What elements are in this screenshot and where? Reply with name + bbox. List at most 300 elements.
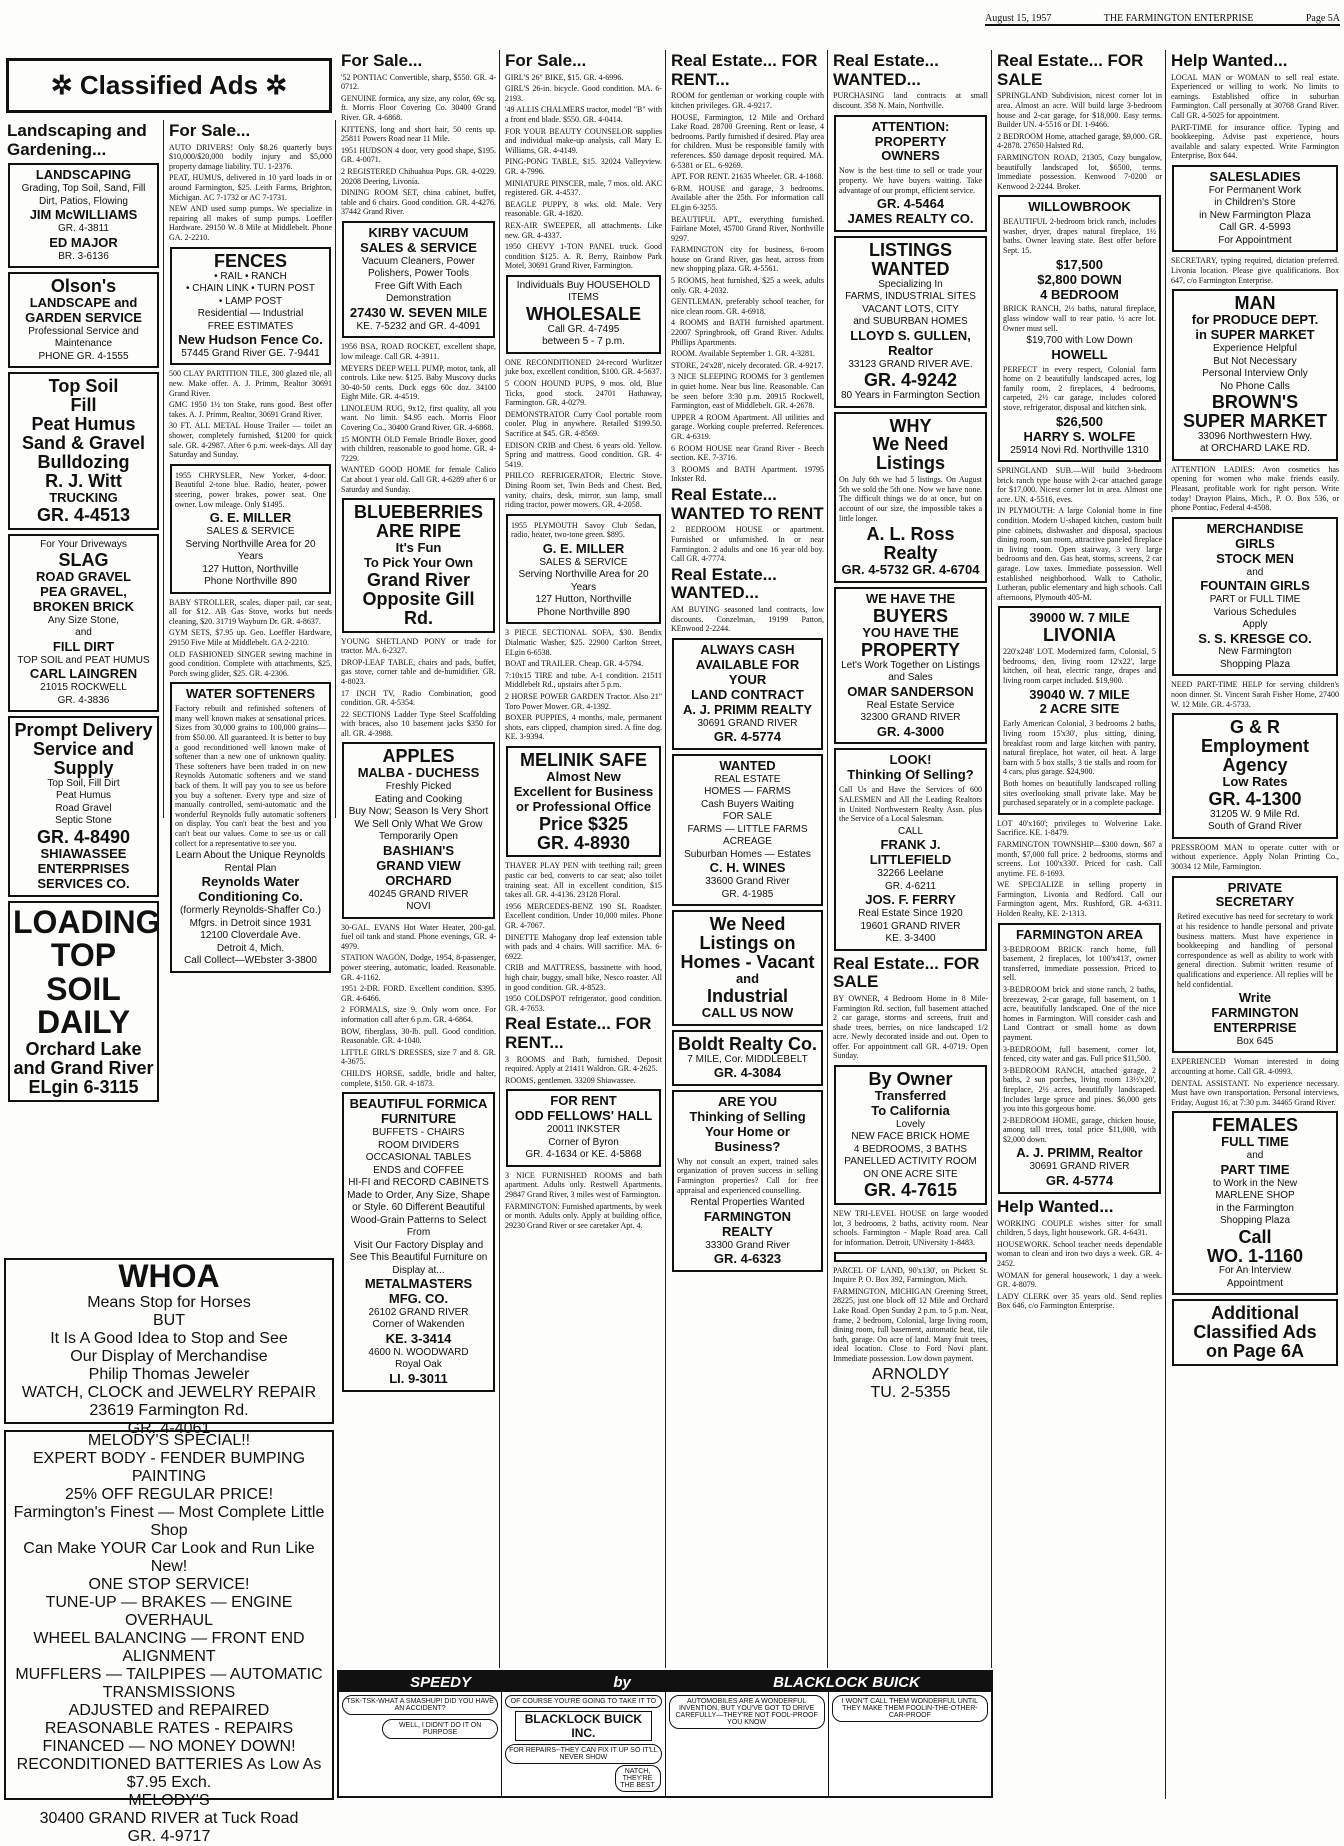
ad-line: Top Soil, Fill Dirt [47, 777, 120, 789]
listing-item: REX-AIR SWEEPER, all attachments. Like new. GR. 4-4337. [505, 221, 662, 240]
ad-line: GR. 4-1300 [1208, 788, 1302, 809]
ad-line: Call GR. 4-7495 [547, 323, 620, 335]
ad-line: G & R [1229, 717, 1280, 738]
listing-group [997, 819, 1162, 919]
ad-attention [834, 115, 987, 232]
ad-line: GR. 4-6211 [885, 880, 936, 892]
listing-item: 1950 COLDSPOT refrigerator, good condition. GR. 4-7653. [505, 994, 662, 1013]
ad-landscaping [8, 163, 159, 268]
ad-line: Lovely [896, 1118, 925, 1130]
ad-line: BUFFETS - CHAIRS [372, 1127, 465, 1138]
ad-line: LAND CONTRACT [691, 686, 804, 702]
ad-line: 26102 GRAND RIVER [368, 1306, 469, 1318]
ad-line: GR. 4-5464 [876, 196, 945, 212]
ad-line: GR. 4-9717 [127, 1828, 211, 1845]
ad-line: ED MAJOR [49, 234, 118, 250]
comic-sign: BLACKLOCK BUICK INC. [515, 1711, 651, 1741]
ad-line: 2 ACRE SITE [1039, 701, 1120, 717]
ad-line: in the Farmington [1216, 1202, 1294, 1214]
ad-line: REASONABLE RATES - REPAIRS [44, 1720, 294, 1737]
ad-line: Grand River [366, 569, 471, 590]
listing-group [505, 1171, 662, 1231]
ad-line: BRICK RANCH, 2½ baths, natural fireplace, glass window wall to rear patio. ½ acre lot. Owner must sell. [1003, 304, 1156, 333]
listing-item: LADY CLERK over 35 years old. Send replies Box 646, c/o Farmington Enterprise. [997, 1291, 1162, 1311]
ad-line: BR. 3-6136 [58, 250, 109, 262]
ad-line: MALBA - DUCHESS [357, 765, 480, 781]
ad-listings-wanted [834, 236, 987, 408]
header-page: Page 5A [1305, 13, 1340, 24]
ad-line: $19,700 with Low Down [1026, 335, 1133, 347]
ad-line: Professional Service and Maintenance [28, 325, 139, 350]
ad-line: Call Collect—WEbster 3-3800 [184, 955, 317, 967]
ad-line: Made to Order, Any Size, Shape or Style. 60 Different Beautiful Wood-Grain Patterns to Select From [347, 1189, 490, 1238]
ad-line: WHOA [118, 1258, 220, 1294]
ad-line: SALES & SERVICE [360, 239, 477, 255]
ad-line: to Work in the New [1212, 1177, 1298, 1189]
listing-item: 2 BEDROOM Home, attached garage, $9,000. GR. 4-2878. 27650 Halsted Rd. [997, 131, 1162, 151]
listing-item: HOUSE, Farmington, 12 Mile and Orchard Lake Road. 28700 Greening. Rent or lease, 4 bedrooms. Partly furnished if desired. Play area for children. Must be responsible family with references. $50 damage deposit required. MA. 6-5381 or EL. 6-9269. [671, 112, 824, 170]
listing-item: EXPERIENCED Woman interested in doing accounting at home. Call GR. 4-0993. [1171, 1057, 1339, 1077]
listing-item: GYM SETS, $7.95 up. Geo. Loeffler Hardware, 29150 Five Mile at Middlebelt. GA 2-2210. [169, 628, 332, 647]
ad-line: Buy Now; Season Is Very Short [348, 806, 489, 818]
softeners-title: WATER SOFTENERS [185, 686, 316, 702]
ad-line: and Grand River [13, 1057, 154, 1078]
ad-salesladies [1172, 165, 1338, 252]
listing-item: 3 NICE SLEEPING ROOMS for 3 gentlemen in quiet home. Near bus line. Reasonable. Can be seen before 3:30 p.m. 20915 Rockwell, Farmington, east of Middlebelt. GR. 4-2678. [671, 372, 824, 411]
comic-right: BLACKLOCK BUICK [773, 1673, 920, 1691]
listing-item: KITTENS, long and short hair, 50 cents up. 25811 Powers Road near 11 Mile. [341, 124, 496, 144]
listing-item: OLD FASHIONED SINGER sewing machine in good condition. Complete with attachments, $25. Porch swing glider, $25. GR. 4-2306. [169, 649, 332, 678]
listing-item: CHILD'S HORSE, saddle, bridle and halter, complete, $150. GR. 4-1873. [341, 1068, 496, 1088]
ad-line: CARL LAINGREN [29, 666, 138, 682]
listing-group [833, 1209, 988, 1247]
listing-item: DROP-LEAF TABLE, chairs and pads, buffet, gas stove, corner table and de-humidifier. GR. 4-8023. [341, 657, 496, 686]
ad-line: To Pick Your Own [363, 554, 474, 570]
listing-item: ROOM. Available September 1. GR. 4-3281. [671, 349, 816, 359]
ad-line: JOS. F. FERRY [865, 892, 956, 908]
ad-line: • CHAIN LINK • TURN POST [185, 283, 316, 295]
column-5 [668, 50, 828, 1668]
ad-line: 33600 Grand River [705, 876, 790, 888]
ad-always-cash [672, 638, 823, 750]
ad-line: Prompt Delivery [14, 720, 153, 741]
ad-line: Thinking of Selling [689, 1109, 806, 1125]
ad-line: EXPERT BODY - FENDER BUMPING [32, 1450, 306, 1467]
ad-line: Reynolds Water Conditioning Co. [198, 874, 303, 905]
ad-line: FARMS, INDUSTRIAL SITES [845, 291, 976, 303]
listing-item: '52 PONTIAC Convertible, sharp, $550. GR. 4-0712. [341, 72, 496, 92]
ad-line: AVAILABLE FOR [695, 656, 800, 672]
listing-item: BEAUTIFUL APT., everything furnished. Fairlane Motel, 45700 Grand River, Northville 9297. [671, 214, 824, 243]
ad-line: 3-BEDROOM, full basement, corner lot, fenced, city water and gas. Full price $11,500. [1003, 1044, 1156, 1064]
ad-line: 30691 GRAND RIVER [1029, 1161, 1130, 1173]
listing-item: MINIATURE PINSCER, male, 7 mos. old. AKC registered. GR. 4-4537. [505, 178, 662, 198]
ad-line: 25% OFF REGULAR PRICE! [64, 1486, 274, 1503]
listing-item: STATION WAGON, Dodge, 1954, 8-passenger, power steering, automatic, loaded. Reasonable. GR. 4-1162. [341, 953, 496, 982]
ad-line: SUPER MARKET [1182, 410, 1327, 431]
listing-item: SECRETARY, typing required, dictation preferred. Livonia location. Please give qualifications. Box 647, c/o Farmington Enterprise. [1171, 256, 1339, 285]
ad-line: Can Make YOUR Car Look and Run Like New! [23, 1540, 315, 1575]
ad-line: Both homes on beautifully landscaped rolling sites overlooking small private lake. May be purchased separately or in a complete package. [1003, 778, 1156, 808]
listing-item: 1956 BSA, ROAD ROCKET, excellent shape, low mileage. Call GR. 4-3911. [341, 342, 496, 361]
ad-line: 4600 N. WOODWARD [368, 1346, 469, 1358]
ad-line: KIRBY VACUUM [368, 225, 469, 240]
ad-line: Price $325 [538, 813, 629, 834]
ad-buyers [834, 587, 987, 745]
listing-item: FOR YOUR BEAUTY COUNSELOR supplies and individual make-up analysis, call Mary E. Williams, GR. 4-4149. [505, 126, 662, 155]
section-heading: For Sale... [169, 121, 251, 140]
ad-line: in SUPER MARKET [1195, 327, 1315, 343]
ad-line: 30400 GRAND RIVER at Tuck Road [39, 1810, 299, 1827]
listing-item: GENUINE formica, any size, any color, 69c sq. ft. Morris Floor Covering Co. 30400 Grand River. GR. 4-6868. [341, 93, 496, 123]
ad-line: Phone Northville 890 [204, 576, 297, 588]
ad-line: KE. 7-5232 and GR. 4-4091 [356, 320, 481, 332]
ad-line: 21015 ROCKWELL [40, 682, 127, 694]
ad-line: ROOM DIVIDERS [377, 1139, 460, 1151]
ad-line: Grading, Top Soil, Sand, Fill Dirt, Patios, Flowing [21, 183, 146, 207]
ad-line: MAN [1234, 293, 1276, 314]
ad-line: 33123 GRAND RIVER AVE. [848, 358, 973, 370]
ad-line: No Phone Calls [1220, 380, 1290, 392]
listing-item: LOT 40'x160'; privileges to Wolverine Lake. Sacrifice. KE. 1-8479. [997, 818, 1162, 838]
listing-group [997, 1219, 1162, 1311]
ad-fences [170, 247, 331, 366]
ad-line: DAILY [36, 1004, 131, 1041]
ad-line: FREE ESTIMATES [207, 320, 294, 332]
ad-line: Call GR. 4-5993 [1219, 222, 1291, 234]
ad-line: PHONE GR. 4-1555 [38, 350, 129, 362]
ad-line: FARMINGTON [1211, 1005, 1299, 1021]
ad-line: Excellent for Business [513, 783, 654, 799]
ad-line: By Owner [868, 1069, 953, 1090]
listing-item: NEW TRI-LEVEL HOUSE on large wooded lot, 3 bedrooms, 2 baths, activity room. Near schools. Farmington - Maple Road area. Call for information. Detroit, UNiversity 1-8483. [833, 1209, 988, 1247]
column-4 [502, 50, 666, 1668]
ad-line: TOP SOIL and PEAT HUMUS [17, 654, 150, 666]
ad-line: and SUBURBAN HOMES [853, 316, 968, 328]
section-heading: For Sale... [341, 51, 423, 70]
listing-item: 1950 CHEVY 1-TON PANEL truck. Good condition $125. A. R. Berry, Rainbow Park Motel, 30691 Grand River, Farmington. [505, 242, 662, 271]
ad-line: HARRY S. WOLFE [1023, 428, 1136, 444]
ad-line: Visit Our Factory Display and See This Beautiful Furniture on Display at... [349, 1239, 488, 1276]
ad-line: 23619 Farmington Rd. [89, 1401, 249, 1419]
listing-item: 6 ROOM HOUSE near Grand River - Beech section. KE. 7-3716. [671, 443, 824, 463]
ad-line: Personal Interview Only [1202, 368, 1308, 380]
ad-line: Classified Ads [1193, 1322, 1317, 1343]
listing-item: FARMINGTON, MICHIGAN Greening Street, 28225, just one block off 12 Mile and Orchard Lake Road. Open Sunday 2 p.m. to 5 p.m. Neat, frame, 2 bedroom, Colonial, large living room, dining room, full basement, automatic heat, tile bath, garage. On acre of land. Many fruit trees, ideal location. Close to Ford Novi plant. Immediate possession. Low down payment. [833, 1286, 988, 1363]
ad-line: S. S. KRESGE CO. [1198, 630, 1312, 646]
ad-line: 220'x248' LOT. Modernized farm, Colonial, 5 bedrooms, den, living room 12'x22', large kitchen, oil heat, electric range, drapes and living room carpet included. $19,900. [1003, 647, 1156, 685]
ad-line: for PRODUCE DEPT. [1191, 312, 1319, 328]
ad-line: NOVI [406, 901, 431, 913]
listing-item: GIRL'S 26" BIKE, $15. GR. 4-6996. [505, 72, 624, 82]
ad-line: MELINIK SAFE [519, 749, 647, 770]
ad-line: Thinking Of Selling? [847, 767, 974, 783]
ad-line: WHY [889, 415, 932, 436]
ad-line: It Is A Good Idea to Stop and See [50, 1329, 288, 1347]
ad-formica [342, 1092, 495, 1392]
ad-line: on Page 6A [1205, 1341, 1305, 1362]
ad-line: LLOYD S. GULLEN, Realtor [850, 327, 971, 358]
star-icon: ✲ [50, 70, 80, 100]
ad-line: PERFECT in every respect, Colonial farm home on 2 beautifully landscaped acres, log family room, 2 fireplaces, 4 bedrooms, carpeted, 2½ car garage, includes colored stove, refrigerator, disposal and kitchen sink. [1003, 364, 1156, 413]
ad-additional-classified [1172, 1299, 1338, 1366]
listing-item: BOAT and TRAILER. Cheap. GR. 4-5794. [505, 659, 644, 669]
listing-item: 22 SECTIONS Ladder Type Steel Scaffolding with braces, also 10 basement jacks $350 for all. GR. 4-3988. [341, 709, 496, 738]
listing-item: NEW AND used sump pumps. We specialize in repairing all makes of sump pumps. Loeffler Hardware. 29150 W. 8 Mile at Middlebelt. Phone GA. 2-2210. [169, 204, 332, 243]
ad-line: Let's Work Together on Listings and Sales [841, 659, 980, 684]
comic-panel [339, 1692, 502, 1796]
listing-group [1171, 73, 1339, 161]
ad-line: between 5 - 7 p.m. [542, 336, 625, 348]
ad-line: CALL [897, 825, 923, 837]
ad-willowbrook [998, 195, 1161, 462]
listing-item: UPPER 4 ROOM Apartment. All utilities and garage. Working couple preferred. References. GR. 4-6319. [671, 412, 824, 441]
listing-item: FARMINGTON city for business, 6-room house on Grand River, gas heat, across from new shopping plaza. GR. 4-5561. [671, 245, 824, 274]
ad-line: BLUEBERRIES [353, 502, 483, 523]
ad-plymouth [506, 514, 661, 625]
ad-line: Boldt Realty Co. [677, 1033, 817, 1054]
ad-line: Means Stop for Horses [87, 1293, 251, 1311]
ad-melody [4, 1430, 334, 1845]
section-heading: Landscaping and Gardening... [7, 121, 147, 159]
listing-item: APT. FOR RENT. 21635 Wheeler. GR. 4-1868. [671, 172, 824, 182]
ad-line: GR. 4-5732 GR. 4-6704 [841, 562, 980, 577]
listing-group [505, 73, 662, 271]
ad-line: YOUR [728, 671, 767, 687]
ad-line: Your Home or [705, 1123, 790, 1139]
ad-line: FULL TIME [1221, 1134, 1289, 1150]
comic-left: SPEEDY [410, 1673, 472, 1691]
section-heading: Real Estate... FOR SALE [997, 51, 1144, 89]
ad-line: Road Gravel [55, 802, 112, 814]
ad-line: 12100 Cloverdale Ave. [200, 930, 301, 942]
ad-blueberries [342, 498, 495, 632]
ad-line: Opposite Gill Rd. [362, 588, 475, 628]
ad-line: 7 MILE, Cor. MIDDLEBELT [687, 1053, 808, 1065]
ad-livonia [998, 606, 1161, 814]
listing-item: AM BUYING seasoned land contracts, low discounts. Conzelman, 19199 Patton, KEnwood 2-2244. [671, 605, 824, 634]
section-heading: Real Estate... FOR RENT... [671, 51, 818, 89]
ad-line: Vacuum Cleaners, Power Polishers, Power Tools [362, 255, 475, 280]
ad-line: TUNE-UP — BRAKES — ENGINE OVERHAUL [45, 1594, 293, 1629]
ad-line: FRANK J. LITTLEFIELD [869, 837, 952, 868]
ad-line: Bulldozing [37, 452, 130, 473]
ad-line: 30691 GRAND RIVER [697, 717, 798, 729]
ad-line: New Farmington [1218, 646, 1292, 658]
ad-line: PART or FULL TIME [1209, 594, 1301, 606]
listing-item: PARCEL OF LAND, 90'x130', on Pickett St. Inquire P. O. Box 392, Farmington, Mich. [833, 1265, 988, 1285]
comic-strip [337, 1670, 993, 1798]
ad-line: PAINTING [131, 1468, 207, 1485]
ad-line: On July 6th we had 5 listings. On August 5th we sold the 5th one. Now we have none. The difficult things we do at once, but on account of our size, the impossible takes a little longer. [839, 475, 982, 523]
ad-line: GR. 4-5774 [1045, 1172, 1114, 1188]
ad-line: ARNOLDY [871, 1365, 950, 1383]
ad-line: 1955 PLYMOUTH Savoy Club Sedan, radio, heater, two-tone green. $895. [511, 520, 656, 540]
listing-item: BEAGLE PUPPY, 8 wks. old. Male. Very reasonable. GR. 4-1820. [505, 199, 662, 219]
ad-apples [342, 742, 495, 918]
ad-olsons [8, 272, 159, 368]
listing-item: 5 COON HOUND PUPS, 9 mos. old, Blue Ticks, good stock. 24701 Hathaway, Farmington. GR. 4-0279. [505, 379, 662, 408]
ad-line: JIM McWILLIAMS [29, 207, 138, 223]
ad-line: in New Farmington Plaza [1199, 209, 1311, 221]
ad-line: FENCES [213, 250, 287, 271]
ad-line: We Need Listings [872, 434, 949, 474]
ad-line: Serving Northville Area for 20 Years [185, 538, 316, 563]
ad-line: PRIVATE [1227, 879, 1283, 895]
ad-line: LANDSCAPE and GARDEN SERVICE [25, 295, 142, 326]
ad-line: Specializing In [878, 278, 943, 290]
ad-line: For Permanent Work [1208, 184, 1302, 196]
listing-item: GENTLEMAN, preferably school teacher, for nice clean room. GR. 4-6918. [671, 297, 824, 316]
ad-kresge [1172, 517, 1338, 677]
ad-line: Experience Helpful [1213, 343, 1297, 355]
listing-group [671, 605, 824, 634]
ad-line: Individuals Buy HOUSEHOLD ITEMS [516, 279, 651, 304]
listing-item: STORE, 24'x28', nicely decorated. GR. 4-9217. [671, 360, 824, 370]
listing-item: DEMONSTRATOR Curry Cool portable room cooler. Plug in anywhere. Retailed $199.50. Sacrifice at $45. GR. 4-8569. [505, 409, 662, 439]
ad-line: Almost New [546, 768, 621, 784]
ad-line: Early American Colonial, 3 bedrooms 2 baths, living room 15'x30', plus sitting, dining, breakfast room and large kitchen with pantry, natural fireplace, hot water, oil heat. A large barn with 5 box stalls, 3 tie stalls and room for 4 cars, plus garage. $24,900. [1003, 719, 1156, 777]
listing-group [833, 994, 988, 1061]
ad-line: GR. 4-8490 [36, 826, 131, 847]
ad-females [1172, 1111, 1338, 1295]
ad-line: 32300 GRAND RIVER [860, 712, 961, 724]
ad-line: ARE RIPE [375, 521, 462, 542]
ad-line: 3-BEDROOM BRICK ranch home, full basement, 2 fireplaces, lot 100'x413', owner transferred, immediate possession. Priced to sell. [1003, 944, 1156, 983]
ad-line: Real Estate Service [866, 699, 955, 711]
ad-line: Sand & Gravel [21, 433, 146, 454]
listing-group [169, 369, 332, 459]
ad-kirby [342, 221, 495, 338]
ad-water-softeners [170, 682, 331, 972]
ad-line: SHIAWASSEE ENTERPRISES SERVICES CO. [37, 845, 130, 891]
ad-line: GR. 4-1634 or KE. 4-5868 [525, 1149, 642, 1161]
ad-miller [170, 464, 331, 594]
listing-group [341, 342, 496, 494]
listing-item: YOUNG SHETLAND PONY or trade for tractor. MA. 6-2327. [341, 636, 496, 656]
ad-line: $17,500 [1056, 256, 1103, 272]
ad-line: and [1246, 566, 1264, 578]
ad-line: GR. 4-3000 [876, 723, 945, 739]
listing-item: 2 HORSE POWER GARDEN Tractor. Also 21" Toro Power Mower. GR. 4-1392. [505, 691, 662, 711]
ad-line: Philip Thomas Jeweler [88, 1365, 250, 1383]
ad-line: R. J. Witt [45, 470, 122, 491]
ad-line: • RAIL • RANCH [214, 270, 287, 282]
listing-item: ROOM for gentleman or working couple with kitchen privileges. GR. 4-9217. [671, 91, 824, 110]
section-heading: Real Estate... WANTED... [671, 564, 777, 603]
ad-line: GR. 4-4061 [127, 1419, 211, 1437]
listing-group [505, 1055, 662, 1086]
ad-line: Our Display of Merchandise [70, 1347, 268, 1365]
ad-line: FARMINGTON [703, 1208, 792, 1224]
ad-safe [506, 746, 661, 857]
ad-line: 20011 INKSTER [546, 1124, 621, 1136]
listing-item: 2 REGISTERED Chihuahua Pups. GR. 4-0229. 20208 Deering, Livonia. [341, 167, 496, 186]
ad-line: BROWN'S [1211, 392, 1299, 413]
ad-whoa [4, 1258, 334, 1437]
listing-item: PHILCO REFRIGERATOR, Electric Stove. Dining Room set, Twin Beds and Chest. Bed, vanity, chairs, desk, mirror, sun lamp, small riding tractor, power mowers. GR. 4-2058. [505, 471, 662, 510]
ad-line: Box 645 [1236, 1035, 1274, 1047]
ad-line: PROPERTY [874, 133, 947, 149]
ad-line: Freshly Picked [385, 781, 452, 793]
ad-line: WANTED [719, 757, 776, 773]
ad-line: ODD FELLOWS' HALL [514, 1108, 653, 1124]
listing-item: 7:10x15 TIRE and tube. A-1 condition. 21511 Middlebelt Rd., upstairs after 5 p.m. [505, 670, 662, 690]
listing-item: WORKING COUPLE wishes sitter for small children, 5 days, light housework. GR. 4-6431. [997, 1218, 1162, 1238]
ad-line: GRAND VIEW [376, 857, 461, 873]
ad-line: WHEEL BALANCING — FRONT END ALIGNMENT [33, 1630, 305, 1665]
ad-line: 4 BEDROOMS, 3 BATHS [853, 1143, 968, 1155]
ad-line: WHOLESALE [526, 303, 641, 324]
ad-boldt [672, 1030, 823, 1086]
ad-line: Homes - Vacant [680, 952, 815, 973]
ad-line: WANTED [871, 258, 950, 279]
ad-line: 127 Hutton, Northville [535, 594, 632, 606]
ad-line: Serving Northville Area for 20 Years [518, 569, 649, 593]
listing-group [169, 143, 332, 243]
listing-group [505, 628, 662, 742]
listing-item: PEAT, HUMUS, delivered in 10 yard loads in or around Farmington, $25. Leith Farms, Brighton, Michigan. AC 7-1732 or AC 7-1731. [169, 173, 332, 202]
ad-line: For Your Driveways [40, 538, 127, 550]
ad-line: APPLES [382, 746, 455, 767]
listing-item: FARMINGTON ROAD, 21305, Cozy bungalow, beautifully landscaped lot, $6500, terms. Immediate possession. Kenwood 7-0200 or Kenwood 2-2244. Broker. [997, 152, 1162, 191]
ad-prompt-delivery [8, 716, 159, 896]
section-heading: Help Wanted... [1171, 51, 1288, 70]
ad-line: LI. 9-3011 [389, 1370, 448, 1386]
listing-item: SPRINGLAND Subdivision, nicest corner lot in area. Almost an acre. Will build large 3-bedroom house and 2-car garage, for $18,000. Easy terms. Builder UN. 4-5516 or DI. 1-9466. [997, 91, 1162, 130]
softeners-text: Factory rebuilt and refinished softeners of many well known makes at sensational prices. Sizes from 30,000 grains to 100,000 grains—from $50.00. All guaranteed. It is better to buy a good reconditioned well known make of softener than a new one of unknown quality. These softeners have been traded in on new Reynolds Automatic softeners and we stand back of them. It will pay you to see us before you buy a softener. Every type and size of manually controlled, semi-automatic and the wonderful Reynolds fully automatic softeners on display. You can't beat the best and you can't beat our values. Come to see us or call collect for a representative to see you. [175, 704, 326, 848]
ad-line: REALTY [721, 1223, 774, 1239]
ad-line: ADJUSTED and REPAIRED [68, 1702, 270, 1719]
ad-line: GR. 4-5774 [713, 729, 782, 745]
ad-line: 19601 GRAND RIVER [860, 920, 961, 932]
listing-group [671, 525, 824, 563]
listing-item: AUTO DRIVERS! Only $8.26 quarterly buys $10,000/$20,000 bodily injury and $5,000 property damage liability. TU. 1-2376. [169, 142, 332, 171]
ad-line: LANDSCAPING [35, 167, 132, 183]
ad-line: Orchard Lake [25, 1038, 142, 1059]
ad-line: MELODY'S [128, 1792, 210, 1809]
ad-line: LISTINGS [868, 240, 952, 261]
speech-bubble: NATCH, THEY'RE THE BEST [615, 1765, 661, 1792]
listing-group [671, 91, 824, 484]
ad-line: Cash Buyers Waiting [701, 798, 794, 810]
listing-item: 2 BEDROOM HOUSE or apartment. Furnished or unfurnished. In or near Farmington. 2 adults and one 16 year old boy. Call GR. 4-7774. [671, 525, 824, 564]
ad-line: Fill [70, 395, 97, 416]
ad-line: To California [871, 1102, 950, 1118]
listing-item: THAYER PLAY PEN with teething rail; green pastic car bed, converts to car seat; also toilet training seat. All in excellent condition, $15 takes all. GR. 4-4136. 23128 Floral. [505, 861, 662, 900]
ad-line: 33300 Grand River [705, 1239, 790, 1251]
ad-line: Listings on [699, 933, 796, 954]
listing-group [833, 91, 988, 110]
ad-line: 3-BEDROOM RANCH, attached garage, 2 baths, 2 sun porches, living room 13½'x20', fireplace, 2½ acres, beautifully landscaped. Includes large spruce and pines. $6,000 gets you into this gorgeous home. [1003, 1065, 1156, 1114]
ad-line: KE. 3-3414 [385, 1330, 452, 1346]
ad-line: 127 Hutton, Northville [202, 563, 299, 575]
ad-look [834, 748, 987, 950]
ad-line: Write [1238, 990, 1272, 1006]
ad-line: FEMALES [1211, 1115, 1298, 1136]
listing-item: 1956 MERCEDES-BENZ 190 SL Roadster. Excellent condition. Under 10,000 miles. Phone GR. 4-7067. [505, 901, 662, 930]
ad-line: and [1246, 1150, 1264, 1162]
listing-item: 6-RM. HOUSE and garage, 3 bedrooms. Available after the 25th. For information call ELgin 6-3255. [671, 183, 824, 212]
ad-line: LOADING [13, 903, 161, 940]
ad-line: Suburban Homes — Estates [684, 848, 811, 860]
ad-line: Olson's [50, 276, 117, 297]
ad-line: HI-FI and RECORD CABINETS [348, 1177, 489, 1188]
ad-line: Rental Properties Wanted [690, 1197, 805, 1209]
listing-item: PING-PONG TABLE, $15. 32024 Valleyview. GR. 4-7996. [505, 157, 662, 177]
comic-title [339, 1672, 991, 1692]
listing-item: 15 MONTH OLD Female Brindle Boxer, good with children, reasonable to good home. GR. 4-7229. [341, 434, 496, 463]
